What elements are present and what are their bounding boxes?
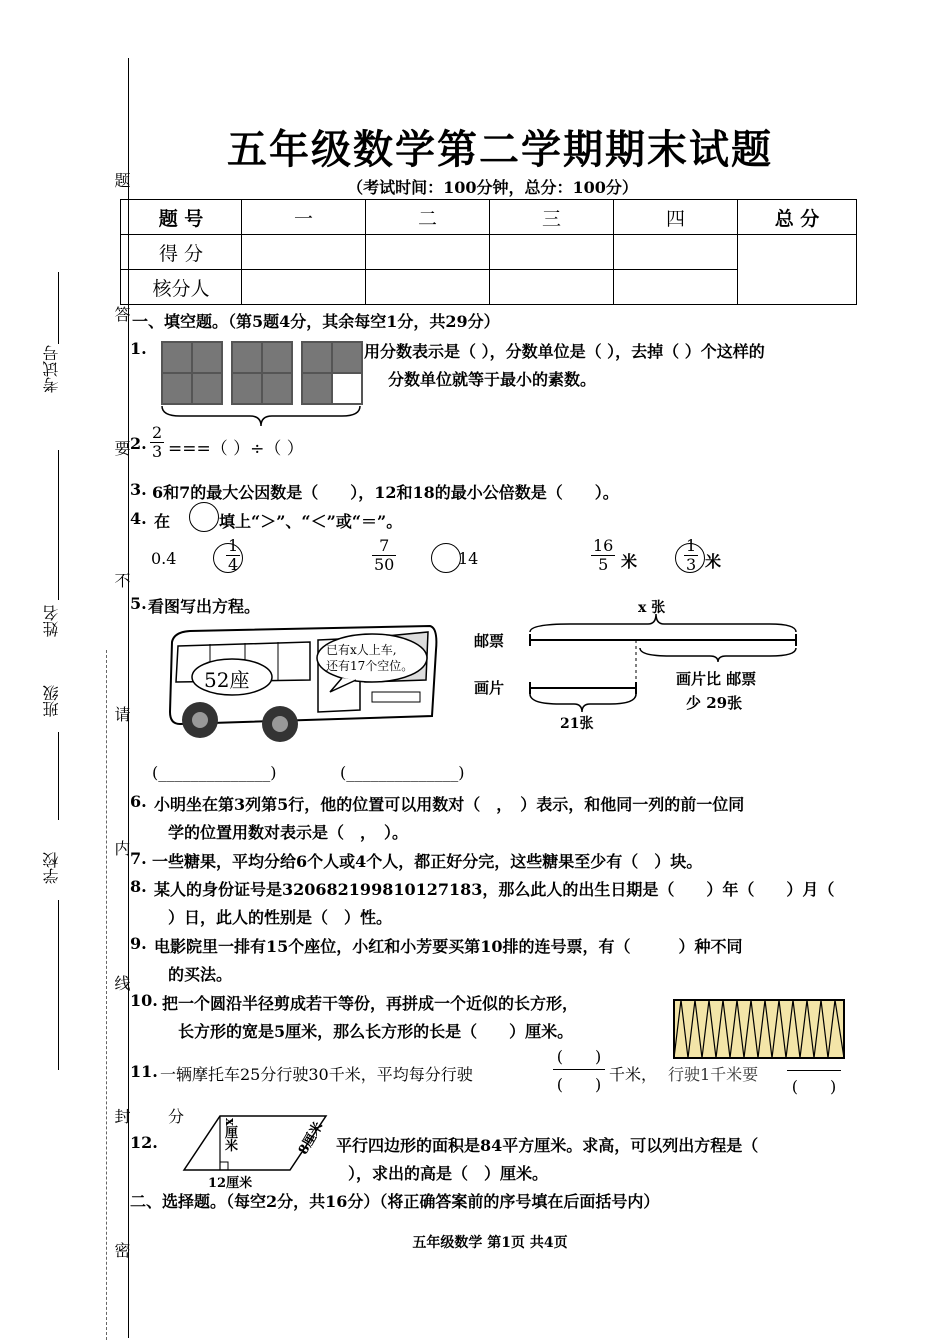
q4c-left-unit: 米 [621,552,638,571]
score-cell[interactable] [242,235,366,270]
q5-text: 看图写出方程。 [148,597,261,616]
q4c-right [684,537,698,574]
section-2-heading: 二、选择题。（每空2分，共16分）（将正确答案前的序号填在后面括号内） [130,1192,660,1211]
q8-line2: ）日，此人的性别是（ ）性。 [168,908,393,927]
q9-number: 9. [130,934,147,953]
q2-fraction [150,424,164,461]
row-label-score: 得 分 [121,235,242,270]
q4c-right-den: 3 [686,555,697,574]
q6-number: 6. [130,792,147,811]
q4a-right [226,537,240,574]
q5-number: 5. [130,594,147,613]
fig-height-label: x厘米 [222,1118,237,1152]
bus-bubble-line1: 已有x人上车, [326,643,397,657]
q11-text: 一辆摩托车25分行驶30千米，平均每分行驶 [160,1065,473,1084]
q12-line2: ），求出的高是（ ）厘米。 [348,1164,549,1183]
diagram-stamp-label: 邮票 [474,632,505,650]
circle-rearranged-figure [672,998,847,1060]
checker-cell[interactable] [242,270,366,305]
q3-text: 6和7的最大公因数是（ ），12和18的最小公倍数是（ ）。 [152,483,619,502]
q4-text-before: 在 [154,512,171,531]
q10-number: 10. [130,991,158,1010]
square-3 [301,341,363,405]
q1-text-line1: 用分数表示是（ ），分数单位是（ ），去掉（ ）个这样的 [364,342,765,361]
q4-number: 4. [130,509,147,528]
checker-cell[interactable] [614,270,738,305]
diagram-bottom-label: 21张 [560,716,594,732]
q9-line1: 电影院里一排有15个座位，小红和小芳要买第10排的连号票，有（ ）种不同 [154,937,743,956]
seal-char: 请 [112,706,131,722]
q2-frac-num: 2 [152,423,163,442]
seal-char: 线 [112,975,131,991]
square-2 [231,341,293,405]
q10-line1: 把一个圆沿半径剪成若干等份，再拼成一个近似的长方形， [162,994,579,1013]
seal-char: 要 [112,440,131,456]
q11-blank-fraction-2[interactable]: ( ) [785,1062,843,1096]
col-header-total: 总 分 [738,200,857,235]
school-label: 学校 [42,852,61,884]
square-1 [161,341,223,405]
name-label: 姓名 [42,605,61,637]
q5-answer-1[interactable]: (______________) [152,763,277,782]
q4b-left-den: 50 [374,555,395,574]
q8-number: 8. [130,877,147,896]
q4a-right-num: 1 [228,536,239,555]
q11-blank-fraction[interactable]: ( ) ( ) [551,1044,607,1096]
seal-char: 密 [112,1242,131,1258]
brace [160,404,362,428]
diagram-note-line1: 画片比 邮票 [676,670,757,688]
q4c-left-den: 5 [591,555,615,574]
q11-number: 11. [130,1062,158,1081]
q7-text: 一些糖果，平均分给6个人或4个人，都正好分完，这些糖果至少有（ ）块。 [152,852,703,871]
total-score-cell[interactable] [738,235,857,305]
q11-unit: 千米， [609,1065,658,1084]
bus-seats: 52座 [204,668,250,692]
page-title: 五年级数学第二学期期末试题 [227,126,773,173]
bus-bubble-line2: 还有17个空位。 [326,659,414,673]
q11-tail2: 分 [168,1107,185,1126]
diagram-card-label: 画片 [474,679,505,697]
seal-char: 内 [112,840,131,856]
q4c-right-num: 1 [686,536,697,555]
q5-answer-2[interactable]: (______________) [340,763,465,782]
score-cell[interactable] [614,235,738,270]
q4a-left: 0.4 [151,549,177,568]
class-line[interactable] [58,732,59,820]
score-cell[interactable] [490,235,614,270]
school-line[interactable] [58,900,59,1070]
q4-text-after: 填上“＞”、“＜”或“＝”。 [219,512,403,531]
row-label-checker: 核分人 [121,270,242,305]
q2-number: 2. [130,434,147,453]
q4c-left-num: 16 [593,536,614,555]
checker-cell[interactable] [366,270,490,305]
q8-line1: 某人的身份证号是320682199810127183，那么此人的出生日期是（ ）年（ ）月（ [154,880,835,899]
page-footer: 五年级数学 第1页 共4页 [412,1235,568,1251]
diagram-top-label: x 张 [638,600,666,616]
seal-char: 答 [112,306,131,322]
q3-number: 3. [130,480,147,499]
exam-number-label: 考试号 [42,345,61,393]
class-label: 班级 [42,685,61,717]
col-header-3: 三 [490,200,614,235]
col-header-4: 四 [614,200,738,235]
diagram-note-line2: 少 29张 [686,694,743,712]
score-table [120,199,857,305]
q7-number: 7. [130,849,147,868]
q4b-left [372,537,396,574]
q4b-left-num: 7 [379,536,390,555]
q6-line2: 学的位置用数对表示是（ ， ）。 [168,823,409,842]
fig-base-label: 12厘米 [208,1176,253,1191]
q12-line1: 平行四边形的面积是84平方厘米。求高，可以列出方程是（ [336,1136,759,1155]
row-label-question: 题 号 [121,200,242,235]
q9-line2: 的买法。 [168,965,233,984]
bus-illustration [160,620,440,748]
q4a-right-den: 4 [228,555,239,574]
col-header-2: 二 [366,200,490,235]
q12-number: 12. [130,1133,158,1152]
exam-info: （考试时间：100分钟，总分：100分） [347,178,638,197]
checker-cell[interactable] [490,270,614,305]
q1-number: 1. [130,339,147,358]
seal-char: 封 [112,1108,131,1124]
compare-circle[interactable] [189,502,219,532]
q6-line1: 小明坐在第3列第5行，他的位置可以用数对（ ， ）表示，和他同一列的前一位同 [154,795,745,814]
q11-tail: 行驶1千米要 [668,1065,759,1084]
fig-side-label: 8厘米 [295,1119,327,1158]
q1-text-line2: 分数单位就等于最小的素数。 [388,370,597,389]
seal-char: 不 [112,572,131,588]
q10-line2: 长方形的宽是5厘米，那么长方形的长是（ ）厘米。 [178,1022,574,1041]
q4c-left [591,537,615,574]
score-cell[interactable] [366,235,490,270]
q4b-right: 14 [458,549,479,568]
section-1-heading: 一、填空题。（第5题4分，其余每空1分，共29分） [132,312,500,331]
seal-char: 题 [112,172,131,188]
q2-frac-den: 3 [152,442,163,461]
q2-text: ===（ ）÷（ ） [168,439,304,459]
compare-circle[interactable] [431,543,461,573]
col-header-1: 一 [242,200,366,235]
name-line[interactable] [58,450,59,600]
q4c-right-unit: 米 [705,552,722,571]
exam-number-line[interactable] [58,272,59,344]
